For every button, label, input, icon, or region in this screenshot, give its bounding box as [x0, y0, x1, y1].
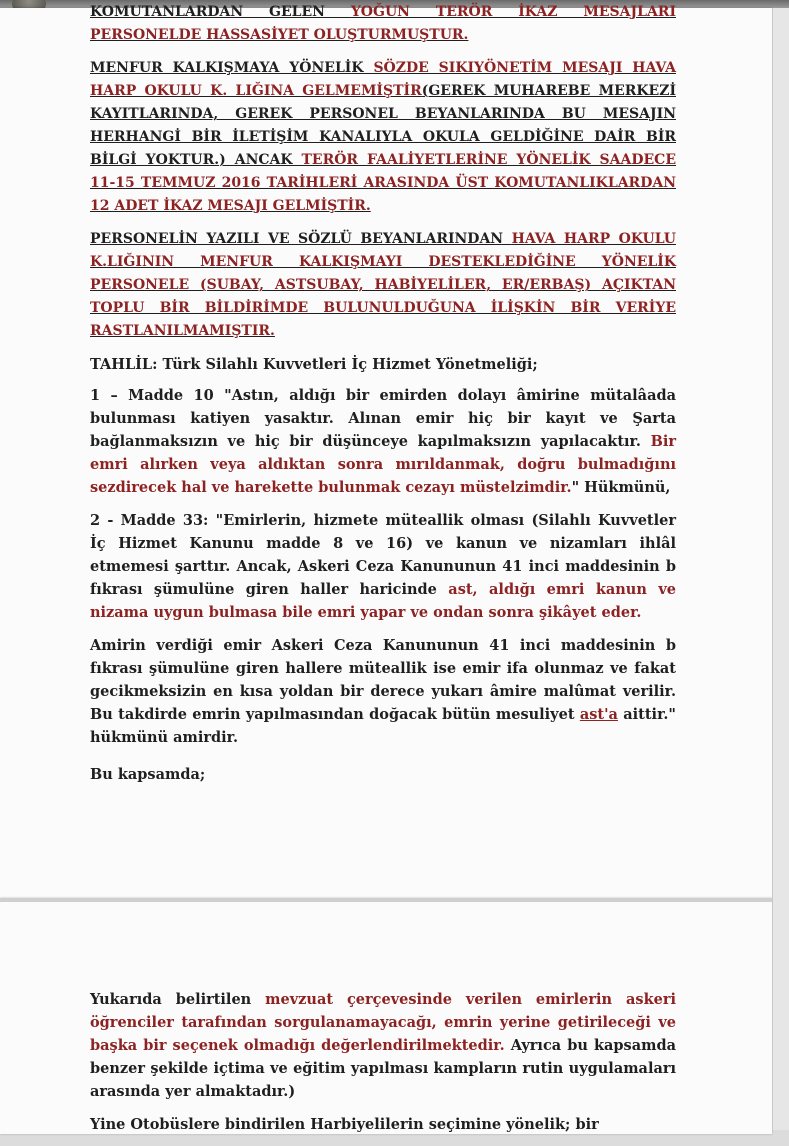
paragraph-amirin	[90, 634, 676, 749]
highlighted-text: Bir emri alırken veya aldıktan sonra mırıldanmak, doğru bulmadığını sezdirecek hal ve harekette bulunmak cezayı müstelzimdir.	[90, 433, 676, 496]
text-segment: 2 - Madde 33: "Emirlerin, hizmete müteallik olması (Silahlı Kuvvetler İç Hizmet Kanunu madde 8 ve 16) ve kanun ve nizamları ihlâl etmemesi şarttır. Ancak, Askeri Ceza Kanununun 41 inci maddesinin b fıkrası şümulüne giren haller haricinde	[90, 512, 676, 598]
page-1-content	[90, 4, 676, 796]
paragraph-otobus: Yine Otobüslere bindirilen Harbiyelilerin seçimine yönelik; bir	[90, 1116, 599, 1133]
text-segment: MENFUR KALKIŞMAYA YÖNELİK	[90, 60, 374, 76]
paragraph-madde-10	[90, 384, 676, 499]
paragraph-beyanlar	[90, 228, 676, 343]
tahlil-heading: TAHLİL: Türk Silahlı Kuvvetleri İç Hizmet Yönetmeliği;	[90, 356, 538, 373]
viewer-scroll-strip[interactable]	[772, 8, 789, 1130]
text-segment: Amirin verdiği emir Askeri Ceza Kanununun 41 inci maddesinin b fıkrası şümulüne giren hallere müteallik ise emir ifa olunmaz ve fakat gecikmeksizin en kısa yoldan bir derece yukarı âmire malûmat verilir. Bu takdirde emrin yapılmasından doğacak bütün mesuliyet	[90, 637, 676, 723]
paragraph-sikiyonetim	[90, 57, 676, 218]
text-segment: 1 – Madde 10 "Astın, aldığı bir emirden dolayı âmirine mütalâada bulunması katiyen yasaktır. Alınan emir hiç bir kayıt ve Şarta bağlanmaksızın ve hiç bir düşünceye kapılmaksızın yapılacaktır.	[90, 387, 676, 450]
text-segment: (GEREK MUHAREBE MERKEZİ KAYITLARINDA, GEREK PERSONEL BEYANLARINDA BU MESAJIN HERHANGİ BİR İLETİŞİM KANALIYLA OKULA GELDİĞİNE DAİR BİR BİLGİ YOKTUR.) ANCAK	[90, 83, 676, 168]
paragraph-ikaz	[90, 1, 676, 47]
text-segment: PERSONELİN YAZILI VE SÖZLÜ BEYANLARINDAN	[90, 231, 512, 247]
page-2-content	[90, 988, 676, 1146]
document-page-2	[0, 898, 772, 1134]
document-page-1	[0, 4, 772, 898]
paragraph-madde-33	[90, 509, 676, 624]
text-segment: KOMUTANLARDAN GELEN	[90, 4, 351, 20]
text-segment: Ayrıca bu kapsamda benzer şekilde içtima ve eğitim yapılması kampların rutin uygulamaları arasında yer almaktadır.)	[90, 1037, 676, 1100]
highlighted-text: YOĞUN TERÖR İKAZ MESAJLARI PERSONELDE HASSASİYET OLUŞTURMUŞTUR.	[90, 4, 676, 43]
highlighted-text: ast, aldığı emri kanun ve nizama uygun bulmasa bile emri yapar ve ondan sonra şikâyet eder.	[90, 581, 676, 621]
highlighted-text: HAVA HARP OKULU K.LIĞININ MENFUR KALKIŞMAYI DESTEKLEDİĞİNE YÖNELİK PERSONELE (SUBAY, ASTSUBAY, HABİYELİLER, ER/ERBAŞ) AÇIKTAN TOPLU BİR BİLDİRİMDE BULUNULDUĞUNA İLİŞKİN BİR VERİYE RASTLANILMAMIŞTIR.	[90, 231, 676, 339]
paragraph-kapsam: Bu kapsamda;	[90, 766, 206, 783]
highlighted-text: mevzuat çerçevesinde verilen emirlerin askeri öğrenciler tarafından sorgulanamayacağı, emrin yerine getirileceği ve başka bir seçenek olmadığı değerlendirilmektedir.	[90, 991, 676, 1054]
paragraph-mevzuat	[90, 988, 676, 1103]
highlighted-text: TERÖR FAALİYETLERİNE YÖNELİK SAADECE 11-15 TEMMUZ 2016 TARİHLERİ ARASINDA ÜST KOMUTANLIKLARDAN 12 ADET İKAZ MESAJI GELMİŞTİR.	[90, 152, 676, 214]
highlighted-text: SÖZDE SIKIYÖNETİM MESAJI HAVA HARP OKULU K. LIĞINA GELMEMİŞTİR	[90, 60, 676, 99]
highlighted-text: ast'a	[579, 706, 618, 723]
text-segment: aittir." hükmünü amirdir.	[90, 706, 676, 746]
text-segment: " Hükmünü,	[571, 479, 671, 496]
text-segment: Yukarıda belirtilen	[90, 991, 266, 1008]
